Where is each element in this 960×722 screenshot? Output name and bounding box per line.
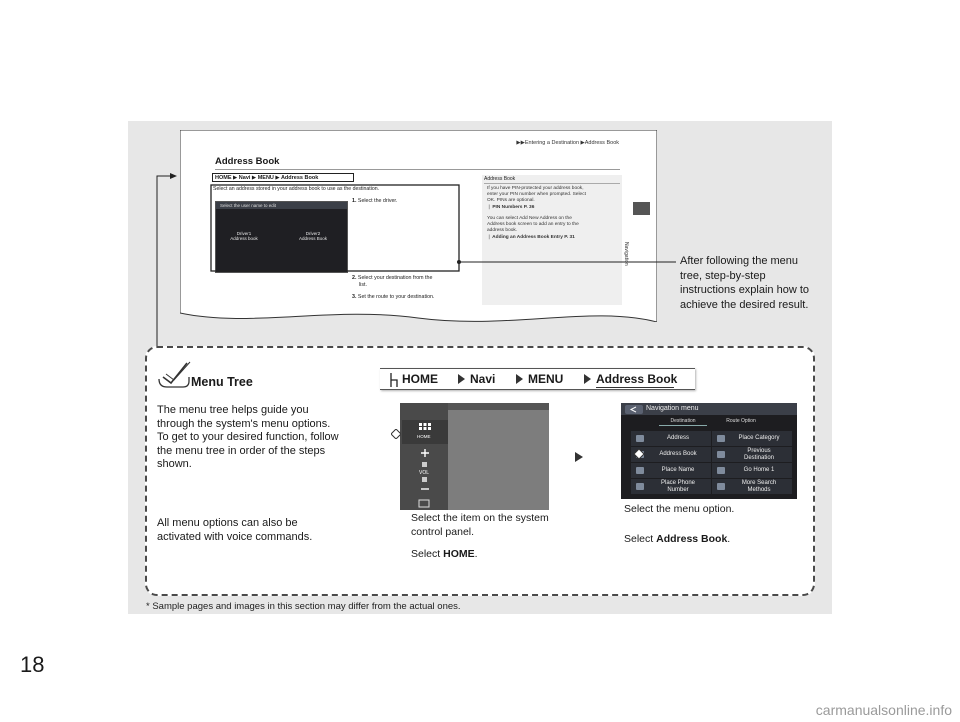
sample-title: Address Book bbox=[215, 156, 280, 167]
place-name-icon bbox=[636, 467, 644, 474]
sample-intro: Select an address stored in your address book to use as the destination. bbox=[213, 186, 380, 192]
step-arrow bbox=[575, 452, 583, 462]
nav-button-previous-destination[interactable]: Previous Destination bbox=[712, 447, 792, 462]
control-panel-home-button[interactable] bbox=[402, 420, 448, 444]
path-arrow-2 bbox=[516, 374, 523, 384]
nav-menu-select-instruction: Select Address Book. bbox=[624, 533, 731, 545]
connector-arrowhead bbox=[170, 173, 177, 179]
go-home-icon bbox=[717, 467, 725, 474]
footnote: * Sample pages and images in this section may differ from the actual ones. bbox=[146, 601, 461, 612]
connector-dot bbox=[457, 260, 461, 264]
control-panel-select-instruction: Select HOME. bbox=[411, 548, 478, 560]
sample-note-p2: You can select Add New Address on the Address book screen to add an entry to the address book. ❘ Adding an Address Book Entry P. 31 bbox=[487, 216, 579, 240]
nav-back-icon[interactable] bbox=[625, 405, 643, 414]
control-panel-screen-area bbox=[448, 410, 549, 510]
nav-button-address-book[interactable]: Address Book bbox=[631, 447, 711, 462]
connector-path-to-tree bbox=[157, 176, 172, 346]
sample-menu-path: HOME ▶ Navi ▶ MENU ▶ Address Book bbox=[212, 173, 354, 182]
path-arrow-1 bbox=[458, 374, 465, 384]
nav-button-place-category[interactable]: Place Category bbox=[712, 431, 792, 446]
sample-step-3: 3. Set the route to your destination. bbox=[352, 294, 435, 300]
sample-step-2: 2. Select your destination from the list. bbox=[352, 275, 433, 288]
sample-breadcrumb: ▶▶Entering a Destination ▶Address Book bbox=[516, 140, 619, 146]
navigation-menu-screen bbox=[621, 403, 797, 499]
sample-step-1: 1. Select the driver. bbox=[352, 198, 398, 204]
nav-tab-destination[interactable]: Destination bbox=[659, 417, 707, 426]
home-pointer-diamond bbox=[391, 429, 401, 439]
watermark: carmanualsonline.info bbox=[815, 702, 952, 718]
menu-path-bar bbox=[380, 368, 695, 390]
nav-menu-title: Navigation menu bbox=[621, 403, 797, 415]
nav-button-place-phone-number[interactable]: Place Phone Number bbox=[631, 479, 711, 494]
control-panel-vol-label: VOL bbox=[419, 470, 430, 476]
path-navi: Navi bbox=[470, 372, 496, 386]
address-icon bbox=[636, 435, 644, 442]
menu-tree-description: The menu tree helps guide you through the system's menu options. To get to your desired function, follow the menu tree in order of the steps shown. bbox=[157, 404, 339, 470]
sample-note-title: Address Book bbox=[484, 176, 516, 182]
sample-driver2: Driver2 Address Book bbox=[298, 231, 327, 241]
control-panel-caption: Select the item on the system control panel. bbox=[411, 512, 549, 538]
home-grid-icon bbox=[419, 423, 431, 433]
nav-button-more-search-methods[interactable]: More Search Methods bbox=[712, 479, 792, 494]
callout-text: After following the menu tree, step-by-step instructions explain how to achieve the desired result. bbox=[680, 255, 810, 311]
highlight-frame bbox=[211, 185, 459, 271]
nav-button-address[interactable]: Address bbox=[631, 431, 711, 446]
control-panel-image bbox=[400, 403, 549, 510]
path-home: HOME bbox=[402, 372, 438, 386]
menu-tree-voice-note: All menu options can also be activated with voice commands. bbox=[157, 517, 313, 543]
page-number: 18 bbox=[20, 652, 45, 677]
place-category-icon bbox=[717, 435, 725, 442]
path-address-book: Address Book bbox=[596, 372, 678, 386]
volume-controls-icon bbox=[416, 447, 434, 509]
sample-driver1: Driver1 Address book bbox=[230, 231, 258, 241]
menu-tree-icon bbox=[157, 361, 191, 391]
control-panel-home-label: HOME bbox=[417, 434, 431, 439]
place-phone-icon bbox=[636, 483, 644, 490]
nav-button-go-home[interactable]: Go Home 1 bbox=[712, 463, 792, 478]
path-address-book-underline bbox=[596, 387, 674, 388]
path-menu: MENU bbox=[528, 372, 564, 386]
nav-menu-caption: Select the menu option. bbox=[624, 503, 735, 515]
address-book-pointer-diamond bbox=[634, 449, 644, 459]
sample-screen-header: Select the user name to edit bbox=[216, 202, 347, 209]
more-search-icon bbox=[717, 483, 725, 490]
nav-tab-route-option[interactable]: Route Option bbox=[726, 418, 756, 424]
menu-tree-title: Menu Tree bbox=[191, 375, 253, 389]
home-button-icon bbox=[390, 373, 398, 387]
sample-note-p1: If you have PIN-protected your address book, enter your PIN number when prompted. Select OK. PINs are optional. ❘ PIN Numbers P. 36 bbox=[487, 186, 586, 210]
path-arrow-3 bbox=[584, 374, 591, 384]
nav-button-place-name[interactable]: Place Name bbox=[631, 463, 711, 478]
previous-destination-icon bbox=[717, 451, 725, 458]
sample-side-tab-label: Navigation bbox=[623, 242, 629, 266]
